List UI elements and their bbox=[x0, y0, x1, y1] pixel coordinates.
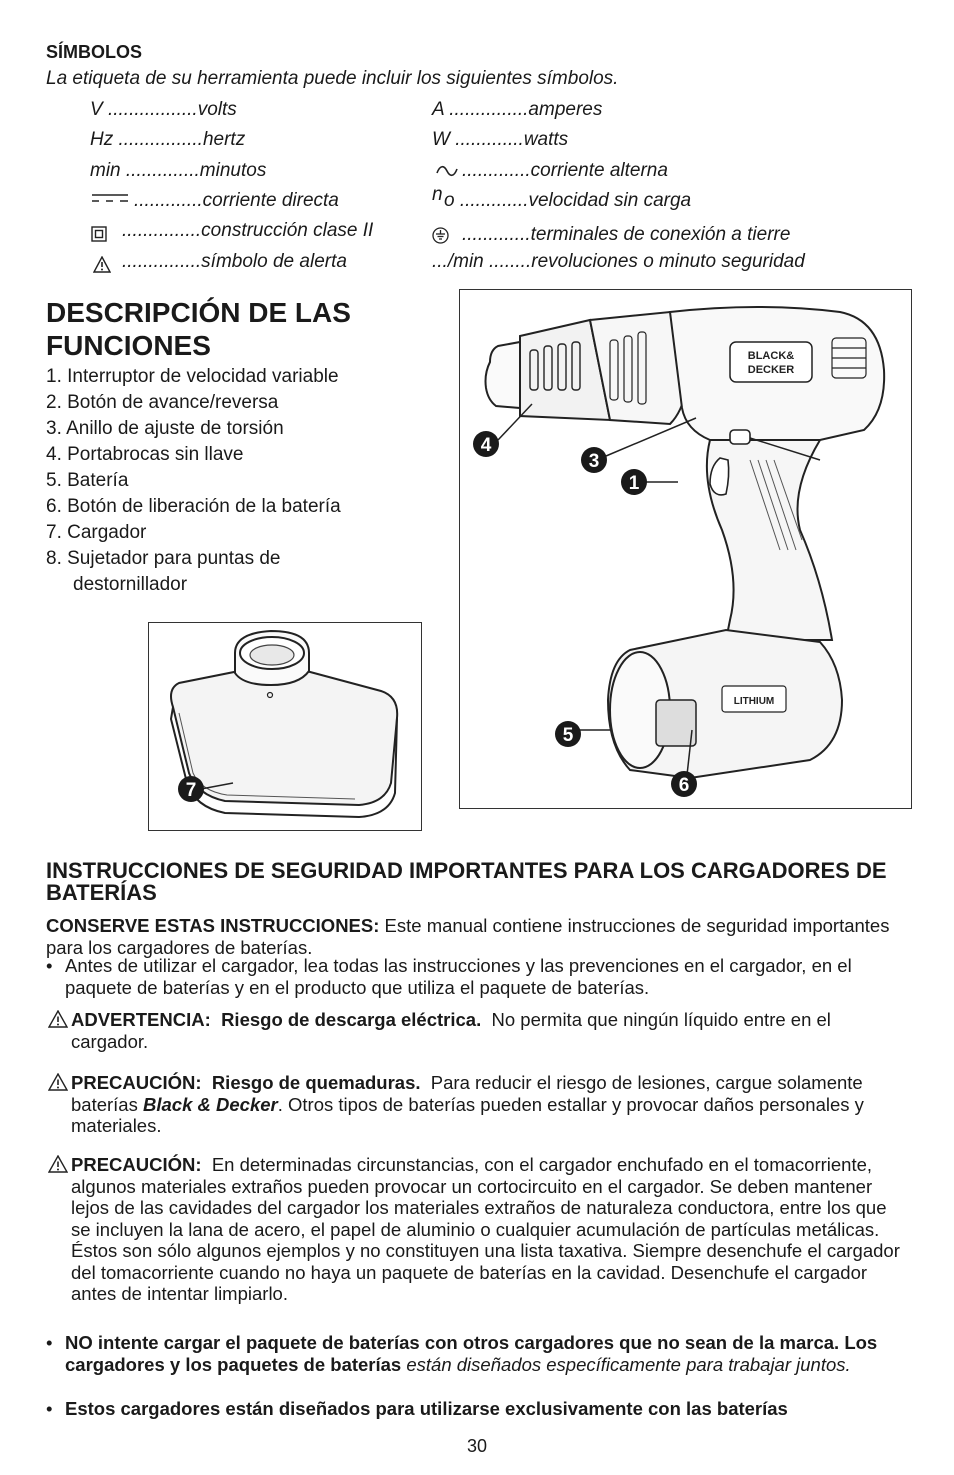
symbol-rpm: .../min ........revoluciones o minuto seguridad bbox=[432, 251, 805, 272]
battery-label: LITHIUM bbox=[733, 696, 775, 707]
caution-text: En determinadas circunstancias, con el cargador enchufado en el tomacorriente, algunos materiales extraños pueden provocar un cortocircuito en el cargador. Se deben mantener lejos de las cavidades del cargador los materiales extraños de naturaleza conductora, entre los que se incluyen la lana de acero, el papel de aluminio o cualquier acumulación de partículas metálicas. Éstos son sólo algunos ejemplos y no constituyen una lista taxativa. Siempre desenchufe el cargador del tomacorriente cuando no haya un paquete de baterías en la cavidad. Desenchufe el cargador antes de intentar limpiarlo. bbox=[71, 1154, 900, 1304]
feature-item: 4. Portabrocas sin llave bbox=[46, 444, 244, 465]
page-number: 30 bbox=[466, 1436, 488, 1456]
feature-item: 5. Batería bbox=[46, 470, 129, 491]
caution-risk: Riesgo de quemaduras. bbox=[211, 1072, 421, 1093]
safety-title: INSTRUCCIONES DE SEGURIDAD IMPORTANTES PARA LOS CARGADORES DE BATERÍAS bbox=[46, 858, 887, 905]
earth-icon bbox=[432, 227, 449, 249]
features-title: DESCRIPCIÓN DE LAS FUNCIONES bbox=[46, 297, 351, 361]
warning-text: No permita que ningún líquido entre en el cargador. bbox=[71, 1009, 831, 1052]
warning-label: ADVERTENCIA: bbox=[71, 1009, 211, 1030]
ac-icon bbox=[436, 164, 458, 182]
caution-label: PRECAUCIÓN: bbox=[71, 1154, 202, 1175]
symbol-watts: W .............watts bbox=[432, 129, 569, 150]
feature-item: 3. Anillo de ajuste de torsión bbox=[46, 418, 284, 439]
features-list bbox=[46, 364, 341, 598]
charger-figure bbox=[148, 622, 422, 831]
class-ii-icon bbox=[91, 226, 107, 247]
symbol-alert: ...............símbolo de alerta bbox=[122, 251, 347, 272]
alert-icon bbox=[93, 256, 111, 278]
conserve-text: Este manual contiene instrucciones de seguridad importantes para los cargadores de baterías. bbox=[46, 915, 890, 958]
bullet-italic-text: están diseñados específicamente para trabajar juntos. bbox=[401, 1353, 851, 1375]
warning-icon bbox=[48, 1155, 68, 1173]
bullet-dot: • bbox=[46, 1332, 53, 1353]
callout-6: 6 bbox=[678, 775, 690, 796]
symbols-subtitle: La etiqueta de su herramienta puede incluir los siguientes símbolos. bbox=[46, 68, 619, 89]
symbol-no-load: o .............velocidad sin carga bbox=[444, 190, 692, 211]
bullet-paragraph bbox=[46, 1332, 906, 1375]
brand-logo-line1: BLACK& bbox=[747, 350, 795, 362]
conserve-paragraph bbox=[46, 915, 906, 958]
drill-illustration bbox=[460, 290, 911, 808]
feature-item: 8. Sujetador para puntas de bbox=[46, 548, 281, 569]
conserve-lead: CONSERVE ESTAS INSTRUCCIONES: bbox=[46, 915, 380, 936]
charger-illustration bbox=[149, 623, 421, 830]
warning-icon bbox=[48, 1073, 68, 1091]
callout-3: 3 bbox=[588, 451, 600, 472]
dc-icon bbox=[90, 192, 130, 211]
feature-item: 7. Cargador bbox=[46, 522, 147, 543]
symbol-ac: .............corriente alterna bbox=[462, 160, 668, 181]
caution-paragraph bbox=[46, 1154, 906, 1305]
warning-icon bbox=[48, 1010, 68, 1028]
symbol-dc: .............corriente directa bbox=[134, 190, 339, 211]
callout-7: 7 bbox=[185, 780, 197, 801]
symbol-amperes: A ...............amperes bbox=[432, 99, 603, 120]
warning-risk: Riesgo de descarga eléctrica. bbox=[221, 1009, 482, 1030]
symbol-hertz: Hz ................hertz bbox=[90, 129, 246, 150]
bullet-paragraph bbox=[46, 955, 906, 998]
bullet-bold-text: Estos cargadores están diseñados para utilizarse exclusivamente con las baterías bbox=[65, 1398, 788, 1419]
feature-item-continuation: destornillador bbox=[73, 574, 188, 595]
drill-figure bbox=[459, 289, 912, 809]
bullet-paragraph bbox=[46, 1398, 906, 1420]
callout-4: 4 bbox=[480, 435, 492, 456]
feature-item: 6. Botón de liberación de la batería bbox=[46, 496, 341, 517]
caution-text: Para reducir el riesgo de lesiones, cargue solamente baterías bbox=[71, 1072, 863, 1115]
feature-item: 1. Interruptor de velocidad variable bbox=[46, 366, 339, 387]
symbol-volts: V .................volts bbox=[90, 99, 237, 120]
caution-text: . Otros tipos de baterías pueden estallar y provocar daños personales y materiales. bbox=[71, 1093, 864, 1136]
caution-brand: Black & Decker bbox=[143, 1093, 278, 1115]
feature-item: 2. Botón de avance/reversa bbox=[46, 392, 279, 413]
callout-1: 1 bbox=[628, 473, 640, 494]
symbol-minutes: min ..............minutos bbox=[90, 160, 267, 181]
callout-5: 5 bbox=[562, 725, 574, 746]
caution-label: PRECAUCIÓN: bbox=[71, 1072, 202, 1093]
bullet-dot: • bbox=[46, 1398, 53, 1419]
bullet-dot: • bbox=[46, 955, 53, 976]
no-load-prefix: n bbox=[432, 184, 443, 205]
symbol-earth: .............terminales de conexión a tierre bbox=[462, 224, 791, 245]
symbols-heading: SÍMBOLOS bbox=[46, 42, 143, 62]
bullet-bold-text: NO intente cargar el paquete de baterías con otros cargadores que no sean de la marca. Los cargadores y los paquetes de baterías bbox=[65, 1332, 878, 1375]
caution-paragraph bbox=[46, 1072, 906, 1137]
bullet-text: Antes de utilizar el cargador, lea todas las instrucciones y las prevenciones en el cargador, en el paquete de baterías y en el producto que utiliza el paquete de baterías. bbox=[65, 955, 852, 998]
warning-paragraph bbox=[46, 1009, 906, 1052]
brand-logo-line2: DECKER bbox=[747, 364, 795, 376]
symbol-class-ii: ...............construcción clase II bbox=[122, 220, 374, 241]
